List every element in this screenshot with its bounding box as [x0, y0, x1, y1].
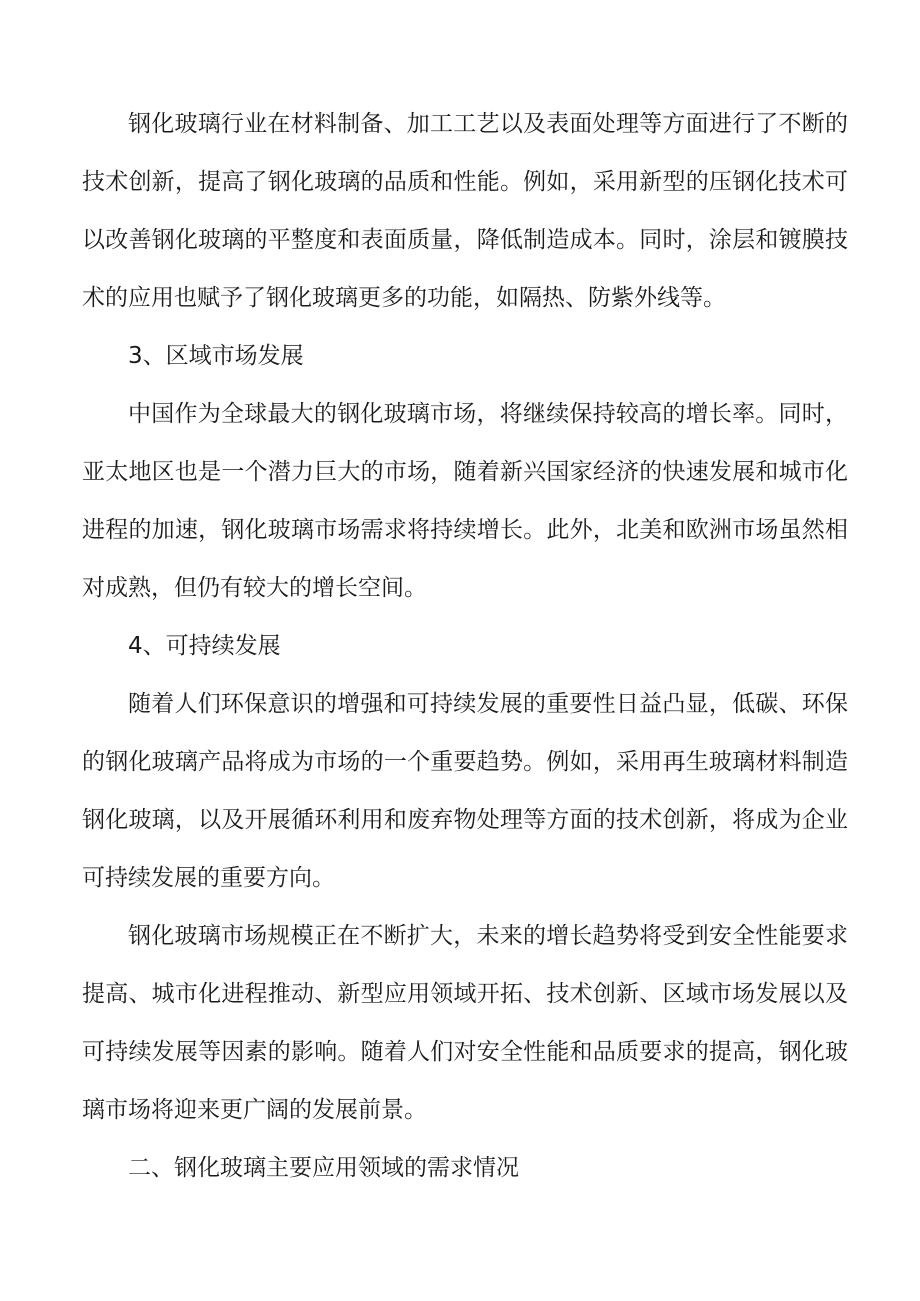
heading-sustainability: 4、可持续发展 [128, 633, 281, 659]
paragraph-market-summary: 钢化玻璃市场规模正在不断扩大，未来的增长趋势将受到安全性能要求提高、城市化进程推动、新型应用领域开拓、技术创新、区域市场发展以及可持续发展等因素的影响。随着人们对安全性能和品质要求的提高，钢化玻璃市场将迎来更广阔的发展前景。 [82, 923, 848, 1123]
heading-application-demand: 二、钢化玻璃主要应用领域的需求情况 [128, 1155, 519, 1181]
document-page [82, 95, 848, 1197]
heading-regional-market: 3、区域市场发展 [128, 343, 304, 369]
paragraph-technology-innovation: 钢化玻璃行业在材料制备、加工工艺以及表面处理等方面进行了不断的技术创新，提高了钢化玻璃的品质和性能。例如，采用新型的压钢化技术可以改善钢化玻璃的平整度和表面质量，降低制造成本。同时，涂层和镀膜技术的应用也赋予了钢化玻璃更多的功能，如隔热、防紫外线等。 [82, 111, 848, 311]
paragraph-regional-market: 中国作为全球最大的钢化玻璃市场，将继续保持较高的增长率。同时，亚太地区也是一个潜力巨大的市场，随着新兴国家经济的快速发展和城市化进程的加速，钢化玻璃市场需求将持续增长。此外，北美和欧洲市场虽然相对成熟，但仍有较大的增长空间。 [82, 401, 848, 601]
paragraph-sustainability: 随着人们环保意识的增强和可持续发展的重要性日益凸显，低碳、环保的钢化玻璃产品将成为市场的一个重要趋势。例如，采用再生玻璃材料制造钢化玻璃，以及开展循环利用和废弃物处理等方面的技术创新，将成为企业可持续发展的重要方向。 [82, 691, 848, 891]
